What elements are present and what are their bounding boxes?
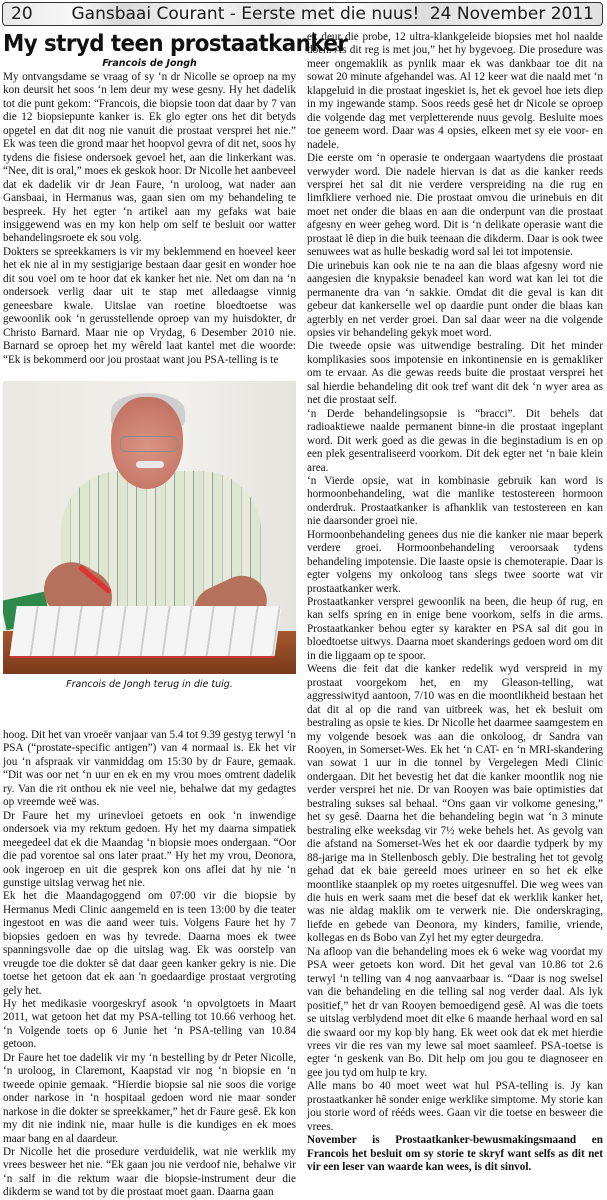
paragraph: Die tweede opsie was uitwendige bestraling. Dit het minder komplikasies soos impotensie en inkontinensie en is gemakliker om te ervaar. As die gewas reeds buite die prostaat versprei het sal hierdie behandeling dit ook tref want dit dek ‘n wyer area as net die prostaat self. [307, 340, 603, 407]
photo-caption: Francois de Jongh terug in die tuig. [66, 678, 233, 690]
paragraph: Dr Faure het toe dadelik vir my ‘n bestelling by dr Peter Nicolle, ‘n uroloog, in Claremont, Kaapstad vir nog ‘n biopsie en ‘n tweede opinie gemaak. “Hierdie biopsie sal nie soos die vorige onder narkose in ‘n hospitaal gedoen word nie maar sonder narkose in die dokter se spreekkamer,” het dr Faure gesê. Ek kon my dit nie indink nie, maar hulle is die kundiges en ek moes maar bang en al daardeur. [3, 1051, 296, 1145]
paragraph: Die eerste om ‘n operasie te ondergaan waartydens die prostaat verwyder word. Die nadele hiervan is dat as die kanker reeds versprei het sal dit nie verdere verspreiding na die rug en limfkliere verhoed nie. Die prostaat omvou die urinebuis en dit moet net onder die blaas en aan die onderpunt van die prostaat afgesny en weer geheg word. Dit is ‘n delikate operasie want die prostaat lê diep in die buik teenaan die dikderm. Daar is ook twee senuwees wat as hulle beskadig word sal lei tot impotensie. [307, 152, 603, 259]
paragraph: Prostaatkanker versprei gewoonlik na been, die heup óf rug, en kan selfs spring en in enige bene voorkom, selfs in die arms. Prostaatkanker behou egter sy karakter en PSA sal dit gou in bloedtoetse uitwys. Daarna moet skanderings gedoen word om dit in die liggaam op te spoor. [307, 596, 603, 662]
photo-moustache [136, 461, 164, 468]
paragraph: ‘n Vierde opsie, wat in kombinasie gebruik kan word is hormoonbehandeling, wat die manlike testostereen hormoon onderdruk. Prostaatkanker is afhanklik van testostereen en kan nie daarsonder groei nie. [307, 474, 603, 528]
photo-newspaper [9, 606, 281, 658]
paragraph: Na afloop van die behandeling moes ek 6 weke wag voordat my PSA weer getoets kon word. Dit het geval van 10.86 tot 2.6 terwyl ‘n telling van 4 nog aanvaarbaar is. “Daar is nog swelsel van die behandeling en die telling sal nog verder daal. Als lyk positief,” het dr van Rooyen bemoedigend gesê. Al was die toets se uitslag verblydend moet dit elke 6 maande herhaal word en sal die swaard oor my kop bly hang. Ek weet ook dat ek met hierdie vrees vir die res van my lewe sal moet saamleef. PSA-toetse is egter ‘n geskenk van Bo. Dit help om jou gou te diagnoseer en gee jou tyd om hulp te kry. [307, 945, 603, 1079]
paragraph: hoog. Dit het van vroeër vanjaar van 5.4 tot 9.39 gestyg terwyl ‘n PSA (“prostate-specific antigen”) van 4 normaal is. Ek het vir jou ‘n afspraak vir vanmiddag om 15:30 by dr Faure, gemaak. “Dit was oor net ‘n uur en ek en my vrou moes omtrent dadelik ry. Van die rit onthou ek nie veel nie, behalwe dat my gedagtes op vreemde weë was. [3, 728, 296, 809]
article-figure [3, 381, 296, 691]
paragraph: Dr Nicolle het die prosedure verduidelik, wat nie werklik my vrees besweer het nie. “Ek gaan jou nie verdoof nie, behalwe vir ‘n salf in die rektum waar die biopsie-instrument deur die dikderm se wand tot by die prostaat moet gaan. Daarna gaan [3, 1146, 296, 1199]
paragraph: Die urinebuis kan ook nie te na aan die blaas afgesny word nie aangesien die knypaksie benadeel kan word wat kan lei tot die permanente dra van ‘n sakkie. Omdat dit die geval is kan dit gebeur dat kankerselle wel op daardie punt onder die blaas kan agterbly en net verder groei. Dan sal daar weer na die volgende opsies vir behandeling gekyk moet word. [307, 259, 603, 339]
paragraph: Dokters se spreekkamers is vir my beklemmend en hoeveel keer het ek nie al in my sestigjarige bestaan daar gesit en wonder hoe dit sou voel om te hoor dat ek kanker het nie. Net om dan na ‘n ondersoek verlig daar uit te stap met alledaagse vinnig geneesbare kwale. Uitslae van roetine bloedtoetse was gewoonlik ook ‘n gerusstellende oproep van my huisdokter, dr Christo Barnard. Maar nie op Vrydag, 6 Desember 2010 nie. Barnard se oproep het my wêreld laat kantel met die woorde: “Ek is bekommerd oor jou prostaat want jou PSA-telling is te [3, 245, 296, 366]
byline: Francois de Jongh [102, 58, 197, 69]
headline: My stryd teen prostaatkanker [3, 31, 348, 57]
paragraph: Dr Faure het my urinevloei getoets en ook ‘n inwendige ondersoek via my rektum gedoen. Hy het my daarna simpatiek meegedeel dat ek die Maandag ‘n biopsie moes ondergaan. “Oor die pad vorentoe sal ons later praat.” Hy het my vrou, Deonora, ook ingeroep en uit die gesprek kon ons aflei dat hy nie ‘n gunstige uitslag verwag het nie. [3, 809, 296, 889]
paragraph: Alle mans bo 40 moet weet wat hul PSA-telling is. Jy kan prostaatkanker hê sonder enige werklike simptome. My storie kan jou storie word of rééds wees. Gaan vir die toetse en besweer die vrees. [307, 1080, 603, 1133]
photo-of-man-at-desk [3, 381, 296, 674]
left-column [3, 31, 348, 1200]
paper-name: Gansbaai Courant - Eerste met die nuus! [71, 4, 420, 24]
closing-note: November is Prostaatkanker-bewusmakingsmaand en Francois het besluit om sy storie te skryf want selfs as dit net vir een leser van waarde kan wees, is dit sinvol. [307, 1134, 603, 1174]
paragraph: ‘n Derde behandelingsopsie is “bracci”. Dit behels dat radioaktiewe naalde permanent binne-in die prostaat ingeplant word. Dit werk goed as die gewas in die beginstadium is en op een plek gesentraliseerd voorkom. Dit dek egter net ‘n baie klein area. [307, 407, 603, 474]
paragraph: Weens die feit dat die kanker redelik wyd verspreid in my prostaat voorgekom het, en my Gleason-telling, wat aggressiwityd aantoon, 7/10 was en die moontlikheid bestaan het dat dit al op die rand van uitbreek was, het ek besluit om bestraling as opsie te kies. Dr Nicolle het daarmee saamgestem en my volgende besoek was aan die onkoloog, dr Sandra van Rooyen, in Somerset-Wes. Ek het ‘n CAT- en ‘n MRI-skandering van sowat 1 uur in die tonnel by Vergelegen Medi Clinic ondergaan. Dit het bevestig het dat die kanker moontlik nog nie verder versprei het nie. Dr van Rooyen was baie optimisties dat bestraling sukses sal behaal. “Ons gaan vir volkome genesing,” het sy gesê. Daarna het die behandeling begin wat ‘n 3 minute bestraling elke weeksdag vir 7½ weke behels het. As gevolg van die afstand na Somerset-Wes het ek oor daardie tydperk by my 88-jarige ma in Stellenbosch gebly. Die bestraling het tot gevolg gehad dat ek baie gereeld moes urineer en so het ek elke moontlike staanplek op my roetes uitgesnuffel. Die weg wees van die huis en werk saam met die besef dat ek werklik kanker het, was nie aldag maklik om te verwerk nie. Die onderskraging, liefde en gebede van Deonora, my kinders, familie, vriende, kollegas en ds Bobo van Zyl het my egter deurgedra. [307, 663, 603, 945]
page-number: 20 [11, 4, 33, 24]
paragraph: My ontvangsdame se vraag of sy ‘n dr Nicolle se oproep na my kon deursit het soos ‘n lem deur my wese gesny. Hy het dadelik tot die punt gekom: “Francois, die biopsie toon dat daar by 7 van die 12 biopsiepunte kanker is. Ek glo egter ons het dit betyds opgetel en dat dit nog nie vanuit die prostaat versprei het nie.” Ek was teen die grond maar het hoopvol gevra of dit net, soos hy tydens die fisiese ondersoek gevoel het, aan die linkerkant was. “Nee, dit is oral,” moes ek geskok hoor. Dr Nicolle het aanbeveel dat ek dadelik vir dr Jean Faure, ‘n uroloog, wat nader aan Gansbaai, in Hermanus was, gaan sien om my behandeling te bespreek. Hy het egter ‘n artikel aan my gefaks wat baie insiggewend was en my kon help om self te besluit oor watter behandelingsroete ek sou volg. [3, 71, 296, 245]
paragraph: ek deur die probe, 12 ultra-klankgeleide biopsies met hol naalde doen. As dit reg is met jou,” het hy bygevoeg. Die prosedure was meer ongemaklik as pynlik maar ek was dankbaar toe dit na sowat 20 minute afgehandel was. Al 12 keer wat die naald met ‘n klapgeluid in die prostaat ingeskiet is, het ek gevoel hoe iets diep in my ingewande stamp. Soos reeds gesê het dr Nicole se oproep die volgende dag met verpletterende nuus gevolg. Besluite moes toe geneem word. Daar was 4 opsies, elkeen met sy eie voor- en nadele. [307, 31, 603, 151]
paragraph: Hormoonbehandeling genees dus nie die kanker nie maar beperk verdere groei. Hormoonbehandeling veroorsaak tydens behandeling impotensie. Die laaste opsie is chemoterapie. Daar is egter volgens my onkoloog tans slegs twee soorte wat vir prostaatkanker werk. [307, 528, 603, 595]
issue-date: 24 November 2011 [429, 4, 594, 24]
photo-glasses [120, 436, 178, 452]
paragraph: Ek het die Maandagoggend om 07:00 vir die biopsie by Hermanus Medi Clinic aangemeld en is teen 13:00 by die teater ingestoot en was die aand weer tuis. Volgens Faure het hy 7 biopsies gedoen en was hy tevrede. Daarna moes ek twee spanningsvolle dae op die uitslag wag. Ek was oorstelp van vreugde toe die dokter sê dat daar geen kanker gekry is nie. Die toetse het getoon dat ek aan 'n goedaardige prostaat vergroting gely het. [3, 890, 296, 997]
masthead [2, 2, 603, 26]
right-column [307, 31, 603, 1175]
paragraph: Hy het medikasie voorgeskryf asook ‘n opvolgtoets in Maart 2011, wat getoon het dat my PSA-telling tot 10.66 verhoog het. ‘n Volgende toets op 6 Junie het ‘n PSA-telling van 10.84 getoon. [3, 998, 296, 1051]
